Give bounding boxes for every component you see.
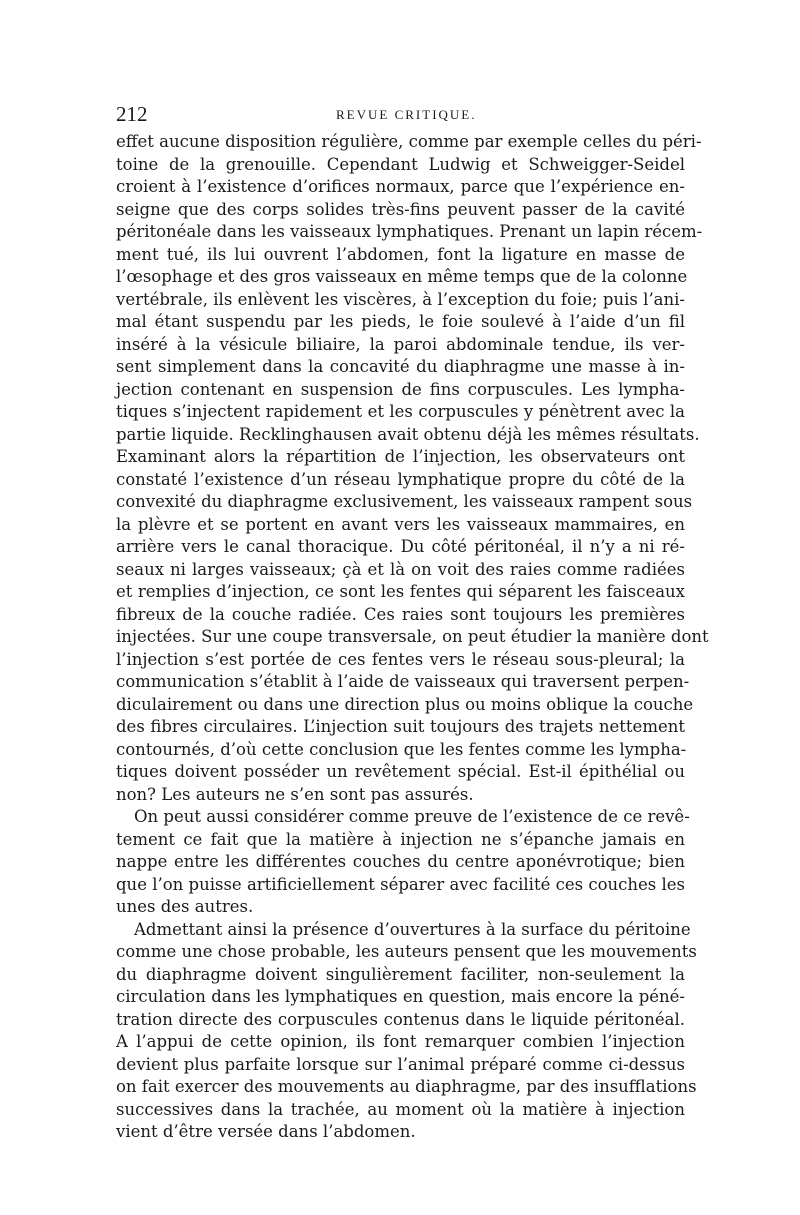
text-line: arrière vers le canal thoracique. Du côté péritonéal, il n’y a ni ré-	[116, 537, 685, 556]
paragraph	[116, 131, 709, 806]
running-head	[116, 101, 685, 129]
text-line: tration directe des corpuscules contenus dans le liquide péritonéal.	[116, 1009, 685, 1029]
text-line: vient d’être versée dans l’abdomen.	[116, 1122, 416, 1141]
text-line: fibreux de la couche radiée. Ces raies sont toujours les premières	[116, 604, 685, 624]
running-title: REVUE CRITIQUE.	[336, 107, 477, 122]
text-line: seaux ni larges vaisseaux; çà et là on voit des raies comme radiées	[116, 559, 685, 579]
text-line: sent simplement dans la concavité du diaphragme une masse à in-	[116, 357, 685, 376]
text-line: l’œsophage et des gros vaisseaux en même temps que de la colonne	[116, 267, 688, 286]
text-line: vertébrale, ils enlèvent les viscères, à l’exception du foie; puis l’ani-	[116, 289, 685, 309]
text-line: on fait exercer des mouvements au diaphragme, par des insufflations	[116, 1077, 697, 1096]
text-line: tiques doivent posséder un revêtement spécial. Est-il épithélial ou	[116, 762, 685, 781]
text-line: devient plus parfaite lorsque sur l’animal préparé comme ci-dessus	[116, 1054, 685, 1074]
text-line: A l’appui de cette opinion, ils font remarquer combien l’injection	[116, 1032, 685, 1051]
body-text	[116, 131, 709, 1144]
text-line: constaté l’existence d’un réseau lymphatique propre du côté de la	[116, 469, 685, 489]
paragraph	[116, 806, 690, 919]
text-line: successives dans la trachée, au moment où la matière à injection	[116, 1099, 685, 1119]
text-line: contournés, d’où cette conclusion que les fentes comme les lympha-	[116, 739, 687, 759]
text-line: la plèvre et se portent en avant vers les vaisseaux mammaires, en	[116, 514, 685, 534]
text-line: et remplies d’injection, ce sont les fentes qui séparent les faisceaux	[116, 582, 685, 601]
text-line: du diaphragme doivent singulièrement faciliter, non-seulement la	[116, 964, 685, 984]
text-line: toine de la grenouille. Cependant Ludwig et Schweigger-Seidel	[116, 154, 685, 174]
text-line: des fibres circulaires. L’injection suit toujours des trajets nettement	[116, 717, 685, 736]
text-line: On peut aussi considérer comme preuve de l’existence de ce revê-	[134, 807, 690, 826]
text-line: seigne que des corps solides très-fins peuvent passer de la cavité	[116, 199, 685, 219]
text-line: croient à l’existence d’orifices normaux, parce que l’expérience en-	[116, 177, 685, 196]
text-line: effet aucune disposition régulière, comme par exemple celles du péri-	[116, 132, 702, 151]
text-line: tement ce fait que la matière à injection ne s’épanche jamais en	[116, 829, 685, 849]
text-line: que l’on puisse artificiellement séparer avec facilité ces couches les	[116, 874, 685, 894]
text-line: convexité du diaphragme exclusivement, les vaisseaux rampent sous	[116, 492, 693, 511]
text-line: péritonéale dans les vaisseaux lymphatiques. Prenant un lapin récem-	[116, 222, 703, 241]
text-line: unes des autres.	[116, 897, 254, 916]
text-line: inséré à la vésicule biliaire, la paroi abdominale tendue, ils ver-	[116, 334, 685, 354]
text-line: ment tué, ils lui ouvrent l’abdomen, font la ligature en masse de	[116, 244, 685, 264]
text-line: diculairement ou dans une direction plus ou moins oblique la couche	[116, 694, 694, 714]
text-line: tiques s’injectent rapidement et les corpuscules y pénètrent avec la	[116, 402, 685, 421]
page-number: 212	[116, 102, 148, 126]
text-line: mal étant suspendu par les pieds, le foie soulevé à l’aide d’un fil	[116, 312, 685, 331]
text-line: nappe entre les différentes couches du centre aponévrotique; bien	[116, 852, 685, 871]
text-line: circulation dans les lymphatiques en question, mais encore la péné-	[116, 987, 685, 1006]
text-line: comme une chose probable, les auteurs pensent que les mouvements	[116, 942, 697, 961]
text-line: non? Les auteurs ne s’en sont pas assurés.	[116, 784, 474, 804]
text-line: Admettant ainsi la présence d’ouvertures à la surface du péritoine	[134, 919, 691, 939]
text-line: communication s’établit à l’aide de vaisseaux qui traversent perpen-	[116, 672, 690, 691]
paragraph	[116, 919, 697, 1144]
text-line: partie liquide. Recklinghausen avait obtenu déjà les mêmes résultats.	[116, 424, 700, 444]
text-line: jection contenant en suspension de fins corpuscules. Les lympha-	[116, 379, 685, 399]
text-line: l’injection s’est portée de ces fentes vers le réseau sous-pleural; la	[116, 649, 685, 669]
text-line: injectées. Sur une coupe transversale, on peut étudier la manière dont	[116, 627, 709, 646]
text-line: Examinant alors la répartition de l’injection, les observateurs ont	[116, 447, 685, 466]
